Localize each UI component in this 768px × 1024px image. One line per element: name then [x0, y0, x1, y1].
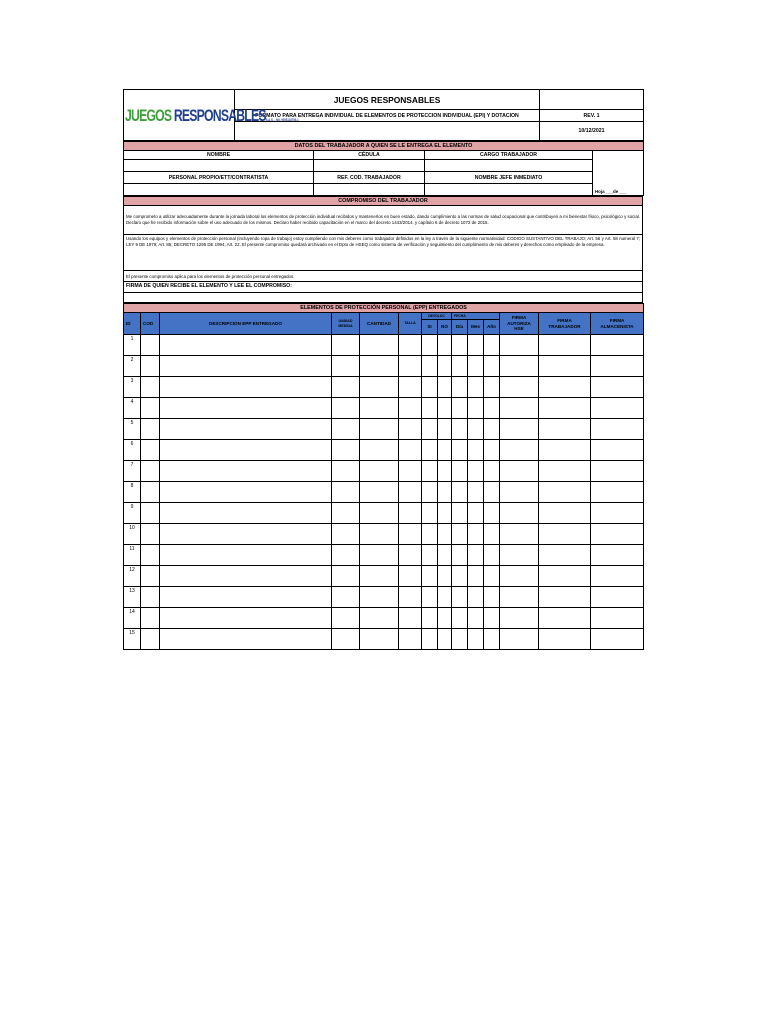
col-firma-autoriza: FIRMA AUTORIZA HSE	[500, 313, 539, 335]
row-fecha-mes[interactable]	[468, 503, 484, 524]
row-talla[interactable]	[399, 440, 422, 461]
table-row	[124, 440, 644, 461]
row-cod[interactable]	[141, 335, 160, 356]
col-cantidad: CANTIDAD	[360, 313, 399, 335]
row-unidad[interactable]	[332, 587, 360, 608]
row-fecha-anio[interactable]	[484, 482, 500, 503]
row-description[interactable]	[160, 587, 332, 608]
row-devolucion-no[interactable]	[438, 377, 452, 398]
col-mes: Mes	[468, 320, 484, 335]
row-description[interactable]	[160, 419, 332, 440]
cargo-label: CARGO TRABAJADOR	[425, 151, 593, 160]
row-fecha-mes[interactable]	[468, 440, 484, 461]
row-fecha-anio[interactable]	[484, 608, 500, 629]
row-fecha-anio[interactable]	[484, 503, 500, 524]
row-devolucion-si[interactable]	[422, 566, 438, 587]
row-fecha-anio[interactable]	[484, 419, 500, 440]
row-firma-almacenista[interactable]	[591, 587, 644, 608]
row-devolucion-no[interactable]	[438, 587, 452, 608]
form-header	[123, 89, 644, 141]
col-devolucion: DEVOLUC	[422, 313, 452, 320]
row-firma-trabajador[interactable]	[539, 335, 591, 356]
row-fecha-dia[interactable]	[452, 503, 468, 524]
row-cod[interactable]	[141, 440, 160, 461]
cargo-field[interactable]	[425, 160, 593, 172]
revision-date: 10/12/2021	[540, 122, 644, 141]
row-fecha-anio[interactable]	[484, 566, 500, 587]
row-devolucion-si[interactable]	[422, 440, 438, 461]
row-devolucion-no[interactable]	[438, 608, 452, 629]
row-devolucion-si[interactable]	[422, 587, 438, 608]
row-unidad[interactable]	[332, 503, 360, 524]
personal-field[interactable]	[124, 184, 314, 196]
row-description[interactable]	[160, 524, 332, 545]
row-unidad[interactable]	[332, 608, 360, 629]
row-firma-autoriza[interactable]	[500, 356, 539, 377]
row-talla[interactable]	[399, 335, 422, 356]
row-devolucion-si[interactable]	[422, 608, 438, 629]
row-firma-almacenista[interactable]	[591, 335, 644, 356]
row-fecha-dia[interactable]	[452, 377, 468, 398]
row-cod[interactable]	[141, 377, 160, 398]
cedula-label: CÉDULA	[314, 151, 425, 160]
row-devolucion-si[interactable]	[422, 377, 438, 398]
table-row	[124, 545, 644, 566]
table-row	[124, 587, 644, 608]
row-unidad[interactable]	[332, 566, 360, 587]
row-devolucion-no[interactable]	[438, 503, 452, 524]
row-firma-almacenista[interactable]	[591, 524, 644, 545]
row-cod[interactable]	[141, 419, 160, 440]
row-firma-almacenista[interactable]	[591, 356, 644, 377]
table-row	[124, 566, 644, 587]
row-cod[interactable]	[141, 608, 160, 629]
row-firma-autoriza[interactable]	[500, 503, 539, 524]
table-row	[124, 503, 644, 524]
row-talla[interactable]	[399, 566, 422, 587]
row-unidad[interactable]	[332, 545, 360, 566]
col-cod: COD	[141, 313, 160, 335]
row-id: 6	[124, 440, 141, 461]
row-fecha-dia[interactable]	[452, 419, 468, 440]
col-si: SI	[422, 320, 438, 335]
row-firma-almacenista[interactable]	[591, 503, 644, 524]
col-firma-trabajador: FIRMA TRABAJADOR	[539, 313, 591, 335]
row-firma-autoriza[interactable]	[500, 629, 539, 650]
row-firma-almacenista[interactable]	[591, 482, 644, 503]
row-talla[interactable]	[399, 545, 422, 566]
row-id: 4	[124, 398, 141, 419]
row-devolucion-no[interactable]	[438, 356, 452, 377]
row-fecha-anio[interactable]	[484, 587, 500, 608]
jefe-field[interactable]	[425, 184, 593, 196]
commitment-paragraph-1: Me comprometo a utilizar adecuadamente durante la jornada laboral los elementos de protección individual recibidos y mantenerlos en buen estado, dando cumplimiento a las normas de salud ocupacional que contribuyen a mi bienestar físico, psicológico y social. Declaro que he recibido información sobre el uso adecuado de los mismos. Declaro haber recibido capacitación en el marco del decreto 1443/2014. y capítulo 6 de decreto 1072 de 2015.	[124, 206, 643, 235]
row-firma-almacenista[interactable]	[591, 608, 644, 629]
row-firma-autoriza[interactable]	[500, 335, 539, 356]
row-talla[interactable]	[399, 356, 422, 377]
row-cantidad[interactable]	[360, 419, 399, 440]
epp-delivery-form	[123, 89, 643, 650]
row-id: 2	[124, 356, 141, 377]
row-devolucion-si[interactable]	[422, 545, 438, 566]
row-cod[interactable]	[141, 482, 160, 503]
company-logo: JUEGOS RESPONSABLESS.A.S. - Nit. 9006118750-1	[124, 90, 235, 141]
row-fecha-dia[interactable]	[452, 608, 468, 629]
nombre-field[interactable]	[124, 160, 314, 172]
col-unidad: UNIDAD MEDIDA	[332, 313, 360, 335]
row-cantidad[interactable]	[360, 482, 399, 503]
col-dia: Día	[452, 320, 468, 335]
row-cantidad[interactable]	[360, 398, 399, 419]
nombre-label: NOMBRE	[124, 151, 314, 160]
row-firma-trabajador[interactable]	[539, 377, 591, 398]
table-row	[124, 419, 644, 440]
cedula-field[interactable]	[314, 160, 425, 172]
row-firma-autoriza[interactable]	[500, 566, 539, 587]
row-firma-almacenista[interactable]	[591, 419, 644, 440]
row-fecha-mes[interactable]	[468, 524, 484, 545]
row-devolucion-no[interactable]	[438, 335, 452, 356]
row-firma-almacenista[interactable]	[591, 377, 644, 398]
row-firma-almacenista[interactable]	[591, 398, 644, 419]
row-cantidad[interactable]	[360, 566, 399, 587]
row-devolucion-no[interactable]	[438, 461, 452, 482]
row-fecha-anio[interactable]	[484, 398, 500, 419]
row-cantidad[interactable]	[360, 629, 399, 650]
table-row	[124, 608, 644, 629]
row-cantidad[interactable]	[360, 440, 399, 461]
row-firma-almacenista[interactable]	[591, 629, 644, 650]
row-firma-autoriza[interactable]	[500, 587, 539, 608]
row-devolucion-si[interactable]	[422, 482, 438, 503]
row-description[interactable]	[160, 398, 332, 419]
row-id: 13	[124, 587, 141, 608]
col-no: NO	[438, 320, 452, 335]
row-id: 9	[124, 503, 141, 524]
row-description[interactable]	[160, 440, 332, 461]
row-fecha-anio[interactable]	[484, 545, 500, 566]
row-cantidad[interactable]	[360, 608, 399, 629]
row-firma-almacenista[interactable]	[591, 461, 644, 482]
row-cod[interactable]	[141, 587, 160, 608]
commitment-section	[123, 196, 643, 303]
company-title: JUEGOS RESPONSABLES	[235, 90, 540, 110]
row-id: 1	[124, 335, 141, 356]
row-talla[interactable]	[399, 398, 422, 419]
row-id: 12	[124, 566, 141, 587]
row-firma-trabajador[interactable]	[539, 608, 591, 629]
revision-label: REV. 1	[540, 110, 644, 122]
row-firma-trabajador[interactable]	[539, 566, 591, 587]
row-fecha-mes[interactable]	[468, 356, 484, 377]
row-fecha-mes[interactable]	[468, 545, 484, 566]
row-firma-autoriza[interactable]	[500, 545, 539, 566]
row-fecha-anio[interactable]	[484, 440, 500, 461]
row-talla[interactable]	[399, 461, 422, 482]
row-description[interactable]	[160, 608, 332, 629]
col-anio: Año	[484, 320, 500, 335]
row-cantidad[interactable]	[360, 587, 399, 608]
row-fecha-mes[interactable]	[468, 377, 484, 398]
row-talla[interactable]	[399, 503, 422, 524]
row-cantidad[interactable]	[360, 335, 399, 356]
form-subtitle: FORMATO PARA ENTREGA INDIVIDUAL DE ELEMENTOS DE PROTECCION INDIVIDUAL (EPI) Y DOTACION	[235, 110, 540, 122]
row-cod[interactable]	[141, 398, 160, 419]
row-description[interactable]	[160, 461, 332, 482]
row-fecha-dia[interactable]	[452, 566, 468, 587]
row-devolucion-no[interactable]	[438, 524, 452, 545]
row-firma-autoriza[interactable]	[500, 398, 539, 419]
table-row	[124, 398, 644, 419]
epp-table	[123, 303, 644, 650]
row-fecha-mes[interactable]	[468, 587, 484, 608]
row-description[interactable]	[160, 629, 332, 650]
row-firma-autoriza[interactable]	[500, 377, 539, 398]
row-fecha-anio[interactable]	[484, 461, 500, 482]
row-unidad[interactable]	[332, 419, 360, 440]
row-fecha-anio[interactable]	[484, 629, 500, 650]
row-cod[interactable]	[141, 461, 160, 482]
row-cod[interactable]	[141, 356, 160, 377]
row-id: 10	[124, 524, 141, 545]
row-unidad[interactable]	[332, 440, 360, 461]
row-fecha-anio[interactable]	[484, 356, 500, 377]
table-row	[124, 629, 644, 650]
ref-cod-field[interactable]	[314, 184, 425, 196]
ref-cod-label: REF. COD. TRABAJADOR	[314, 172, 425, 184]
row-talla[interactable]	[399, 377, 422, 398]
row-cantidad[interactable]	[360, 524, 399, 545]
row-devolucion-si[interactable]	[422, 524, 438, 545]
row-firma-autoriza[interactable]	[500, 608, 539, 629]
row-fecha-mes[interactable]	[468, 335, 484, 356]
hoja-field[interactable]: Hoja ___de ___	[593, 151, 644, 196]
row-fecha-dia[interactable]	[452, 587, 468, 608]
row-unidad[interactable]	[332, 482, 360, 503]
worker-section-title: DATOS DEL TRABAJADOR A QUIEN SE LE ENTREGA EL ELEMENTO	[124, 142, 644, 151]
row-fecha-mes[interactable]	[468, 566, 484, 587]
row-firma-almacenista[interactable]	[591, 440, 644, 461]
row-unidad[interactable]	[332, 377, 360, 398]
row-devolucion-si[interactable]	[422, 503, 438, 524]
row-unidad[interactable]	[332, 629, 360, 650]
row-talla[interactable]	[399, 419, 422, 440]
row-firma-trabajador[interactable]	[539, 503, 591, 524]
table-row	[124, 377, 644, 398]
row-devolucion-si[interactable]	[422, 419, 438, 440]
row-firma-autoriza[interactable]	[500, 482, 539, 503]
row-fecha-mes[interactable]	[468, 482, 484, 503]
row-firma-trabajador[interactable]	[539, 461, 591, 482]
row-fecha-mes[interactable]	[468, 608, 484, 629]
row-devolucion-no[interactable]	[438, 419, 452, 440]
row-devolucion-no[interactable]	[438, 440, 452, 461]
row-fecha-dia[interactable]	[452, 461, 468, 482]
col-talla: TALLA	[399, 313, 422, 335]
table-row	[124, 482, 644, 503]
row-devolucion-si[interactable]	[422, 461, 438, 482]
table-row	[124, 461, 644, 482]
row-firma-trabajador[interactable]	[539, 398, 591, 419]
row-description[interactable]	[160, 335, 332, 356]
row-id: 7	[124, 461, 141, 482]
row-talla[interactable]	[399, 608, 422, 629]
row-cantidad[interactable]	[360, 545, 399, 566]
col-fecha: FECHA	[452, 313, 500, 320]
row-fecha-dia[interactable]	[452, 545, 468, 566]
row-fecha-anio[interactable]	[484, 335, 500, 356]
row-firma-almacenista[interactable]	[591, 545, 644, 566]
signature-line[interactable]: FIRMA DE QUIEN RECIBE EL ELEMENTO Y LEE EL COMPROMISO:	[124, 282, 643, 293]
commitment-paragraph-2: Usando los equipos y elementos de protección personal (incluyendo ropa de trabajo) estoy cumpliendo con mis deberes como trabajador definidos en la ley a través de la siguiente normatividad: CODIGO SUSTANTIVO DEL TRABAJO; Art. 56 y Art. 58 numeral 7; LEY 9 DE 1979; Art. 85; DECRETO 1295 DE 1994; Art. 22. El presente compromiso quedará archivado en el Dpto de HSEQ como sistema de verificación y seguimiento del cumplimiento de mis deberes y derechos como empleado de la empresa.	[124, 235, 643, 271]
personal-label: PERSONAL PROPIO/ETT/CONTRATISTA	[124, 172, 314, 184]
row-fecha-mes[interactable]	[468, 398, 484, 419]
commitment-title: COMPROMISO DEL TRABAJADOR	[124, 197, 643, 206]
row-id: 14	[124, 608, 141, 629]
row-firma-trabajador[interactable]	[539, 524, 591, 545]
row-cod[interactable]	[141, 524, 160, 545]
row-cantidad[interactable]	[360, 461, 399, 482]
row-talla[interactable]	[399, 482, 422, 503]
row-devolucion-si[interactable]	[422, 335, 438, 356]
jefe-label: NOMBRE JEFE INMEDIATO	[425, 172, 593, 184]
row-firma-almacenista[interactable]	[591, 566, 644, 587]
row-fecha-mes[interactable]	[468, 461, 484, 482]
row-devolucion-si[interactable]	[422, 398, 438, 419]
row-fecha-anio[interactable]	[484, 524, 500, 545]
row-devolucion-no[interactable]	[438, 482, 452, 503]
row-unidad[interactable]	[332, 524, 360, 545]
epp-rows	[124, 335, 644, 650]
row-devolucion-si[interactable]	[422, 356, 438, 377]
col-id: ID	[124, 313, 141, 335]
row-unidad[interactable]	[332, 398, 360, 419]
row-description[interactable]	[160, 377, 332, 398]
commitment-paragraph-3: El presente compromiso aplica para los elementos de protección personal entregados.	[124, 271, 643, 282]
row-firma-autoriza[interactable]	[500, 461, 539, 482]
row-unidad[interactable]	[332, 356, 360, 377]
row-description[interactable]	[160, 545, 332, 566]
row-fecha-mes[interactable]	[468, 629, 484, 650]
table-row	[124, 356, 644, 377]
row-firma-trabajador[interactable]	[539, 587, 591, 608]
row-fecha-dia[interactable]	[452, 629, 468, 650]
row-talla[interactable]	[399, 587, 422, 608]
row-fecha-dia[interactable]	[452, 524, 468, 545]
table-row	[124, 524, 644, 545]
row-cantidad[interactable]	[360, 503, 399, 524]
row-fecha-dia[interactable]	[452, 356, 468, 377]
row-fecha-dia[interactable]	[452, 482, 468, 503]
worker-section	[123, 141, 644, 196]
row-cod[interactable]	[141, 545, 160, 566]
col-firma-almacenista: FIRMA ALMACENISTA	[591, 313, 644, 335]
row-id: 11	[124, 545, 141, 566]
row-talla[interactable]	[399, 629, 422, 650]
row-cod[interactable]	[141, 503, 160, 524]
row-firma-autoriza[interactable]	[500, 440, 539, 461]
row-firma-trabajador[interactable]	[539, 419, 591, 440]
row-talla[interactable]	[399, 524, 422, 545]
row-devolucion-no[interactable]	[438, 398, 452, 419]
row-unidad[interactable]	[332, 335, 360, 356]
row-fecha-dia[interactable]	[452, 440, 468, 461]
row-fecha-dia[interactable]	[452, 398, 468, 419]
row-cantidad[interactable]	[360, 356, 399, 377]
row-unidad[interactable]	[332, 461, 360, 482]
row-firma-trabajador[interactable]	[539, 545, 591, 566]
row-id: 8	[124, 482, 141, 503]
row-firma-autoriza[interactable]	[500, 524, 539, 545]
row-id: 3	[124, 377, 141, 398]
row-firma-trabajador[interactable]	[539, 629, 591, 650]
row-firma-trabajador[interactable]	[539, 482, 591, 503]
row-cod[interactable]	[141, 629, 160, 650]
row-fecha-mes[interactable]	[468, 419, 484, 440]
row-firma-trabajador[interactable]	[539, 356, 591, 377]
row-fecha-dia[interactable]	[452, 335, 468, 356]
row-id: 15	[124, 629, 141, 650]
row-fecha-anio[interactable]	[484, 377, 500, 398]
row-cod[interactable]	[141, 566, 160, 587]
row-devolucion-no[interactable]	[438, 566, 452, 587]
row-firma-trabajador[interactable]	[539, 440, 591, 461]
col-description: DESCRIPCION EPP ENTREGADO	[160, 313, 332, 335]
row-description[interactable]	[160, 356, 332, 377]
row-devolucion-no[interactable]	[438, 545, 452, 566]
row-cantidad[interactable]	[360, 377, 399, 398]
epp-section-title: ELEMENTOS DE PROTECCIÓN PERSONAL (EPP) ENTREGADOS	[124, 304, 644, 313]
row-description[interactable]	[160, 482, 332, 503]
row-description[interactable]	[160, 503, 332, 524]
row-id: 5	[124, 419, 141, 440]
row-firma-autoriza[interactable]	[500, 419, 539, 440]
row-devolucion-si[interactable]	[422, 629, 438, 650]
row-devolucion-no[interactable]	[438, 629, 452, 650]
row-description[interactable]	[160, 566, 332, 587]
table-row	[124, 335, 644, 356]
